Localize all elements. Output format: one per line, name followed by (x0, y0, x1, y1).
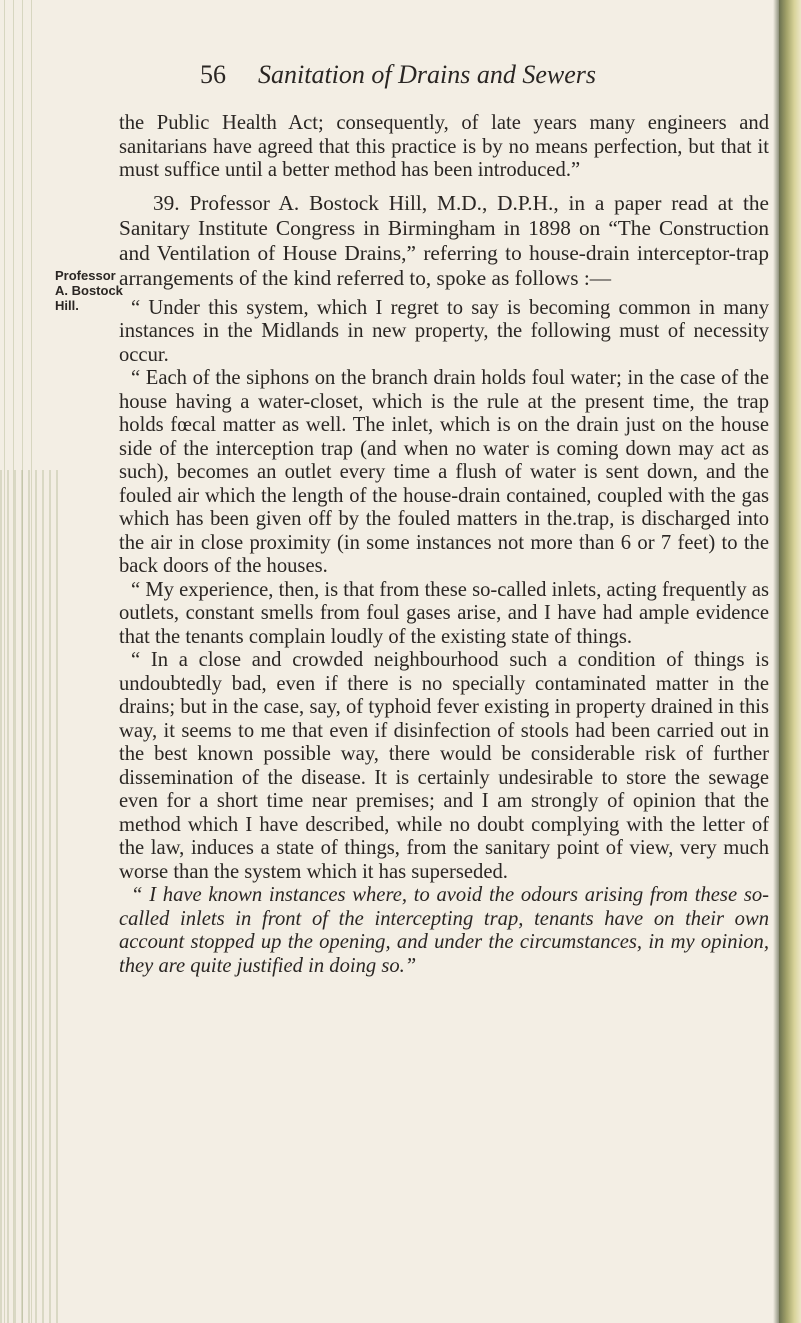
quote-paragraph: “ Each of the siphons on the branch drain holds foul water; in the case of the house having a water-closet, which is the rule at the present time, the trap holds fœcal matter as well. The inlet, which is on the drain just on the house side of the interception trap (and when no water is coming down may act as such), becomes an outlet every time a flush of water is sent down, and the fouled air which the length of the house-drain contained, coupled with the gas which has been given off by the fouled matters in the.trap, is discharged into the air in close proximity (in some instances not more than 6 or 7 feet) to the back doors of the houses. (119, 367, 769, 577)
margin-note-line: Hill. (55, 298, 79, 313)
quote-paragraph: “ My experience, then, is that from these so-called inlets, acting frequently as outlets, constant smells from foul gases arise, and I have had ample evidence that the tenants complain loudly of the existing state of things. (119, 578, 769, 648)
body-text (119, 112, 769, 978)
quote-paragraph: “ Under this system, which I regret to say is becoming common in many instances in the Midlands in new property, the following must of necessity occur. (119, 296, 769, 366)
paragraph-continued: the Public Health Act; consequently, of late years many engineers and sanitarians have agreed that this practice is by no means perfection, but that it must suffice until a better method has been introduced.” (119, 112, 769, 181)
binding-edge-lines-lower (0, 470, 60, 1323)
page-number: 56 (200, 60, 226, 89)
quote-paragraph-italic: “ I have known instances where, to avoid the odours arising from these so-called inlets in front of the intercepting trap, tenants have on their own account stopped up the opening, and under the circumstances, in my opinion, they are quite justified in doing so.” (119, 884, 769, 977)
margin-note-line: A. Bostock (55, 283, 123, 298)
page-header (0, 60, 801, 100)
running-head: Sanitation of Drains and Sewers (258, 60, 597, 89)
quote-paragraph: “ In a close and crowded neighbourhood such a condition of things is undoubtedly bad, even if there is no specially contaminated matter in the drains; but in the case, say, of typhoid fever existing in property drained in this way, it seems to me that even if disinfection of stools had been carried out in the best known possible way, there would be considerable risk of further dissemination of the disease. It is certainly undesirable to store the sewage even for a short time near premises; and I am strongly of opinion that the method which I have described, while no doubt complying with the letter of the law, induces a state of things, from the sanitary point of view, very much worse than the system which it has superseded. (119, 649, 769, 883)
paragraph-section-39: 39. Professor A. Bostock Hill, M.D., D.P.H., in a paper read at the Sanitary Institute Congress in Birmingham in 1898 on “The Construction and Ventilation of House Drains,” referring to house-drain interceptor-trap arrangements of the kind referred to, spoke as follows :— (119, 190, 769, 290)
page-edge (779, 0, 801, 1323)
margin-note-line: Professor (55, 268, 116, 283)
